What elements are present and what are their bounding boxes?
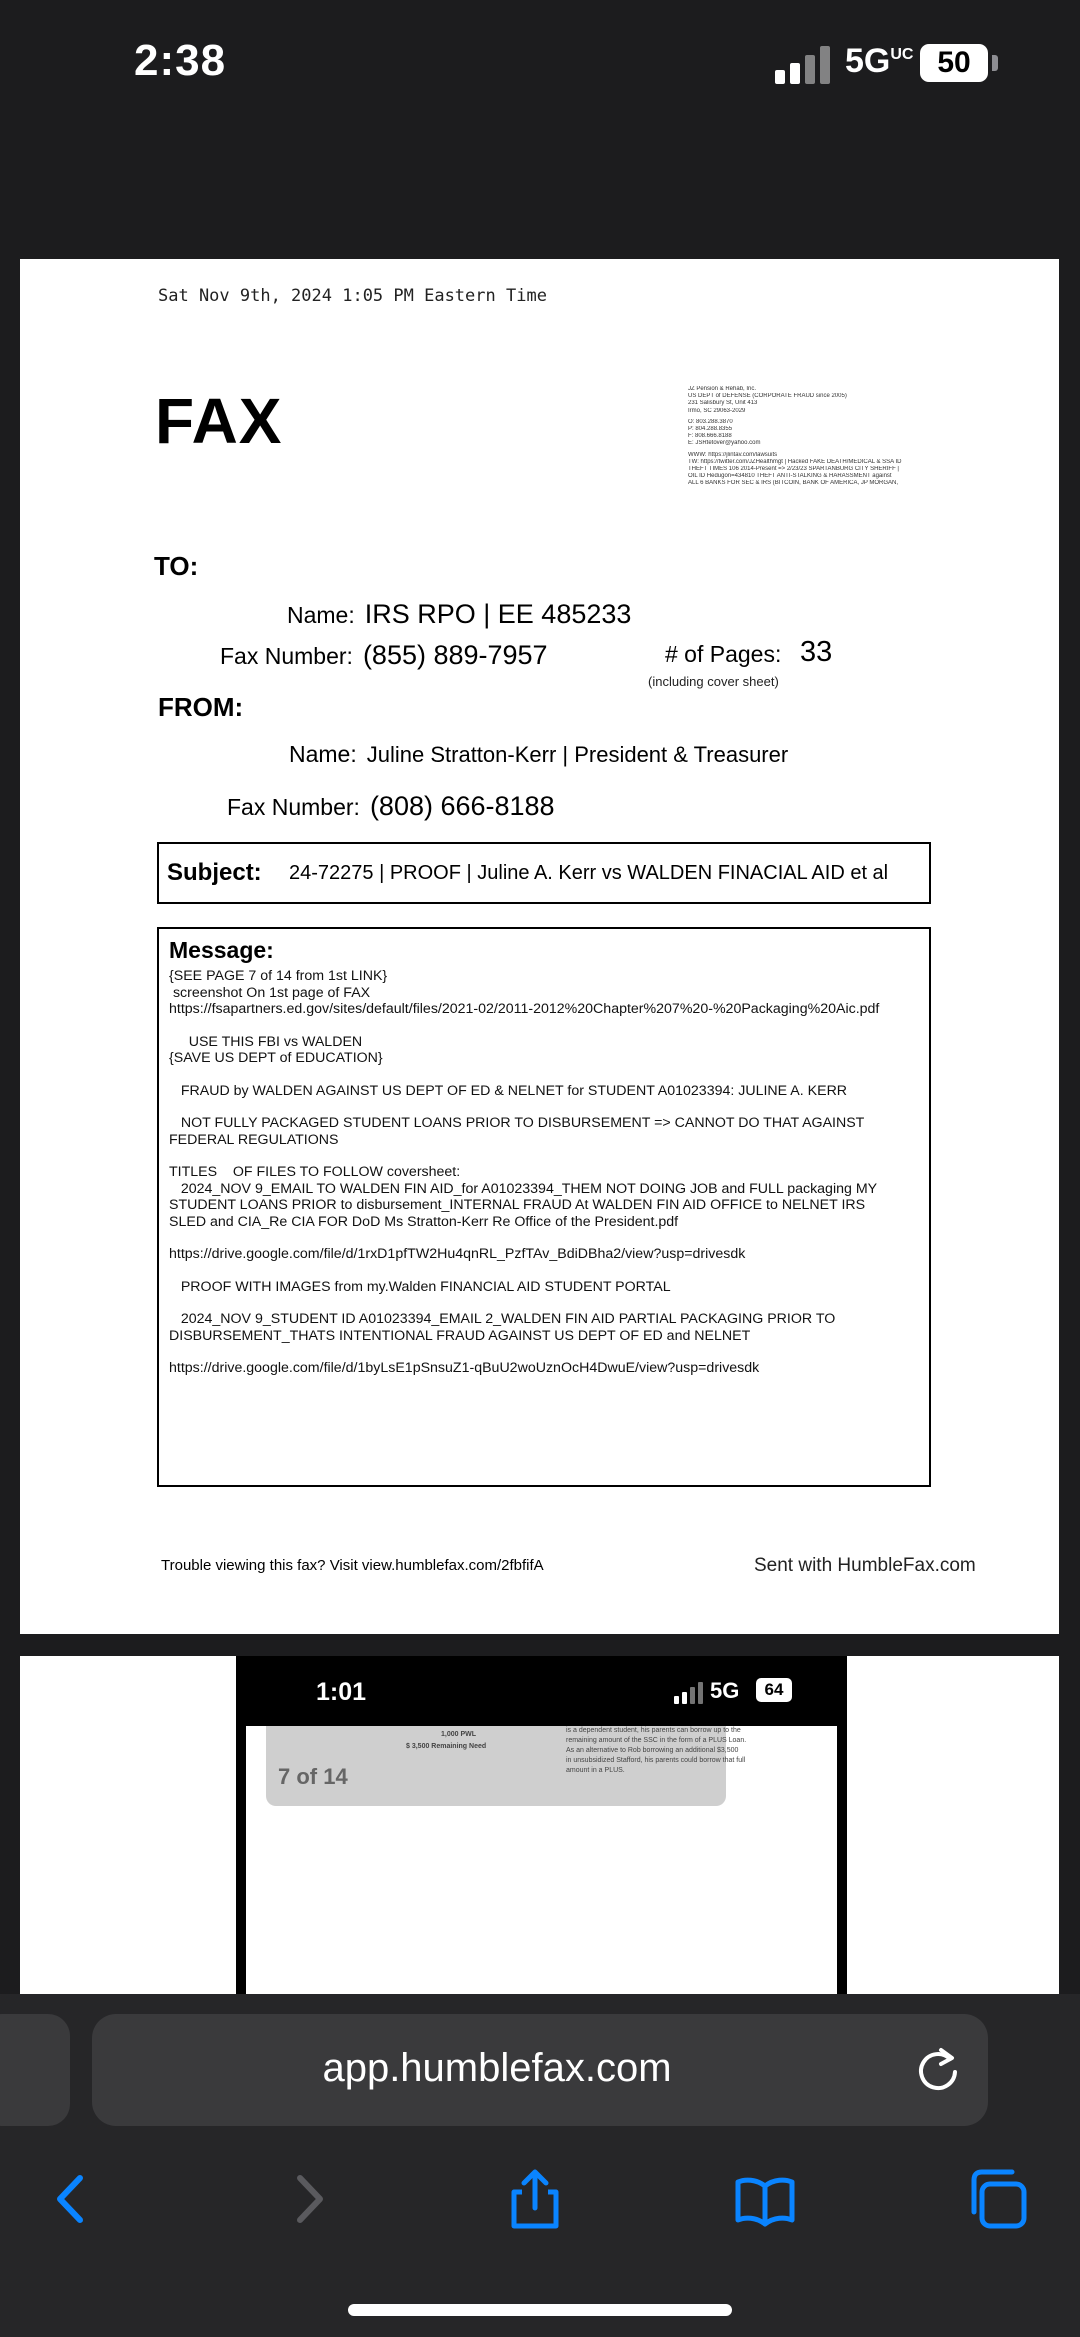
letterhead-line: ALL 6 BANKS FOR SEC & IRS (BITCOIN, BANK OF AMERICA, JP MORGAN, — [688, 480, 899, 487]
letterhead — [688, 386, 948, 488]
letterhead-line: 231 Salisbury St, Unit 413 — [688, 400, 758, 407]
message-line: screenshot On 1st page of FAX — [169, 984, 371, 1001]
battery-tip — [992, 55, 998, 71]
fax-heading: FAX — [155, 385, 283, 457]
message-line: SLED and CIA_Re CIA FOR DoD Ms Stratton-Kerr Re Office of the President.pdf — [169, 1213, 679, 1230]
letterhead-line: TW: https://twitter.com/JZHealthmgt | Hacked FAKE DEATH/MEDICAL & SSA ID — [688, 458, 902, 465]
fax-page-1 — [20, 259, 1059, 1634]
from-label: FROM: — [158, 692, 244, 722]
embedded-screenshot — [236, 1656, 847, 1996]
embedded-document-excerpt — [266, 1726, 747, 1806]
subject-box — [157, 842, 931, 904]
message-line: PROOF WITH IMAGES from my.Walden FINANCIAL AID STUDENT PORTAL — [169, 1278, 671, 1295]
to-fax-row — [220, 640, 548, 671]
pages-label: # of Pages: — [665, 641, 782, 667]
fax-page-2 — [20, 1656, 1059, 1996]
excerpt-right-line: remaining amount of the SSC in the form of a PLUS Loan. — [566, 1737, 747, 1744]
letterhead-line: OIL ID Hedugon=434810 THEFT ANTI-STALKING & HARASSMENT against — [688, 473, 892, 480]
footer-trouble-link[interactable]: Trouble viewing this fax? Visit view.humblefax.com/2fbfifA — [161, 1557, 544, 1574]
from-name-label: Name: — [289, 741, 357, 767]
letterhead-line: F: 808.666.8188 — [688, 433, 732, 440]
message-box — [157, 927, 931, 1487]
excerpt-right-line: in unsubsidized Stafford, his parents could borrow that full — [566, 1757, 746, 1764]
battery-icon: 50 — [920, 44, 988, 82]
letterhead-line: O: 803.288.3870 — [688, 418, 733, 425]
footer-sent-with: Sent with HumbleFax.com — [754, 1555, 976, 1576]
letterhead-line: P: 804.288.8355 — [688, 426, 733, 433]
status-bar — [0, 0, 1080, 118]
fax-timestamp: Sat Nov 9th, 2024 1:05 PM Eastern Time — [158, 286, 547, 306]
embedded-battery-icon: 64 — [756, 1678, 792, 1702]
back-icon[interactable] — [38, 2164, 108, 2234]
message-link: https://drive.google.com/file/d/1byLsE1pSnsuZ1-qBuU2woUznOcH4DwuE/view?usp=drivesdk — [169, 1360, 760, 1376]
bookmarks-icon[interactable] — [730, 2164, 800, 2234]
from-name: Juline Stratton-Kerr | President & Treasurer — [366, 742, 789, 767]
excerpt-left-line: $ 3,500 Remaining Need — [406, 1743, 487, 1750]
message-line: 2024_NOV 9_STUDENT ID A01023394_EMAIL 2_WALDEN FIN AID PARTIAL PACKAGING PRIOR TO — [169, 1311, 836, 1327]
message-line: FEDERAL REGULATIONS — [169, 1131, 339, 1148]
share-icon[interactable] — [500, 2164, 570, 2234]
embedded-document — [246, 1726, 837, 1996]
message-label: Message: — [169, 937, 274, 963]
previous-tab-preview[interactable] — [0, 2014, 70, 2126]
message-line: DISBURSEMENT_THATS INTENTIONAL FRAUD AGAINST US DEPT OF ED and NELNET — [169, 1327, 751, 1344]
reload-icon[interactable] — [910, 2042, 966, 2098]
message-line: USE THIS FBI vs WALDEN — [169, 1033, 363, 1050]
address-bar-url[interactable]: app.humblefax.com — [322, 2046, 672, 2090]
to-fax-label: Fax Number: — [220, 643, 353, 669]
browser-toolbar — [0, 1994, 1080, 2337]
from-fax-label: Fax Number: — [227, 794, 360, 820]
from-fax-number: (808) 666-8188 — [369, 791, 555, 821]
from-fax-row — [227, 791, 555, 822]
from-name-row — [289, 741, 788, 768]
embedded-network: 5G — [710, 1678, 740, 1703]
message-line: {SEE PAGE 7 of 14 from 1st LINK} — [169, 968, 388, 984]
embedded-status-time: 1:01 — [316, 1678, 367, 1706]
message-line: TITLES OF FILES TO FOLLOW coversheet: — [169, 1164, 461, 1180]
home-indicator[interactable] — [348, 2304, 732, 2316]
message-line: 2024_NOV 9_EMAIL TO WALDEN FIN AID_for A01023394_THEM NOT DOING JOB and FULL packaging MY — [169, 1180, 878, 1197]
excerpt-right-line: amount in a PLUS. — [566, 1767, 625, 1774]
to-name-label: Name: — [287, 602, 355, 628]
embedded-signal-icon — [674, 1682, 704, 1704]
letterhead-line: THEFT TIMES 106 2014-Present => 2/23/23 SPARTANBURG CITY SHERIFF | — [688, 466, 899, 473]
status-time: 2:38 — [134, 36, 227, 85]
pages-count: 33 — [800, 636, 833, 668]
cellular-signal-icon — [775, 44, 835, 84]
address-bar[interactable] — [92, 2014, 988, 2126]
letterhead-line: Irmo, SC 29063-2029 — [688, 407, 746, 414]
to-fax-number: (855) 889-7957 — [362, 640, 548, 670]
subject-text: 24-72275 | PROOF | Juline A. Kerr vs WALDEN FINACIAL AID et al — [289, 862, 889, 884]
message-body — [169, 968, 919, 1377]
network-type: $5G^{UC}$ — [845, 42, 914, 80]
excerpt-right-line: is a dependent student, his parents can borrow up to the — [566, 1727, 741, 1734]
pages-note: (including cover sheet) — [648, 674, 779, 689]
message-line: STUDENT LOANS PRIOR to disbursement_INTERNAL FRAUD At WALDEN FIN AID OFFICE to NELNET IRS — [169, 1197, 866, 1213]
to-label: TO: — [154, 551, 199, 581]
page-indicator: 7 of 14 — [278, 1764, 348, 1789]
subject-label: Subject: — [167, 859, 262, 886]
to-name: IRS RPO | EE 485233 — [364, 599, 632, 629]
forward-icon[interactable] — [272, 2164, 342, 2234]
letterhead-line: WWW: https://jlintav.com/lawsuits — [688, 451, 778, 458]
message-line: FRAUD by WALDEN AGAINST US DEPT OF ED & NELNET for STUDENT A01023394: JULINE A. KERR — [169, 1082, 848, 1099]
excerpt-right-line: As an alternative to Rob borrowing an additional $3,500 — [566, 1747, 739, 1754]
message-line: {SAVE US DEPT of EDUCATION} — [169, 1050, 383, 1066]
letterhead-line: E: JSRtetover@yahoo.com — [688, 440, 761, 447]
to-name-row — [287, 599, 631, 630]
message-link: https://drive.google.com/file/d/1rxD1pfTW2Hu4qnRL_PzfTAv_BdiDBha2/view?usp=drivesdk — [169, 1246, 746, 1262]
tabs-icon[interactable] — [962, 2164, 1032, 2234]
letterhead-line: JZ Pension & Rehab, Inc. — [688, 386, 757, 392]
message-line: NOT FULLY PACKAGED STUDENT LOANS PRIOR TO DISBURSEMENT => CANNOT DO THAT AGAINST — [169, 1115, 865, 1131]
message-line: https://fsapartners.ed.gov/sites/default/files/2021-02/2011-2012%20Chapter%207%20-%20Packaging%20Aic.pdf — [169, 1001, 880, 1017]
excerpt-left-line: 1,000 PWL — [441, 1731, 477, 1738]
letterhead-line: US DEPT of DEFENSE (CORPORATE FRAUD since 2005) — [688, 393, 847, 400]
